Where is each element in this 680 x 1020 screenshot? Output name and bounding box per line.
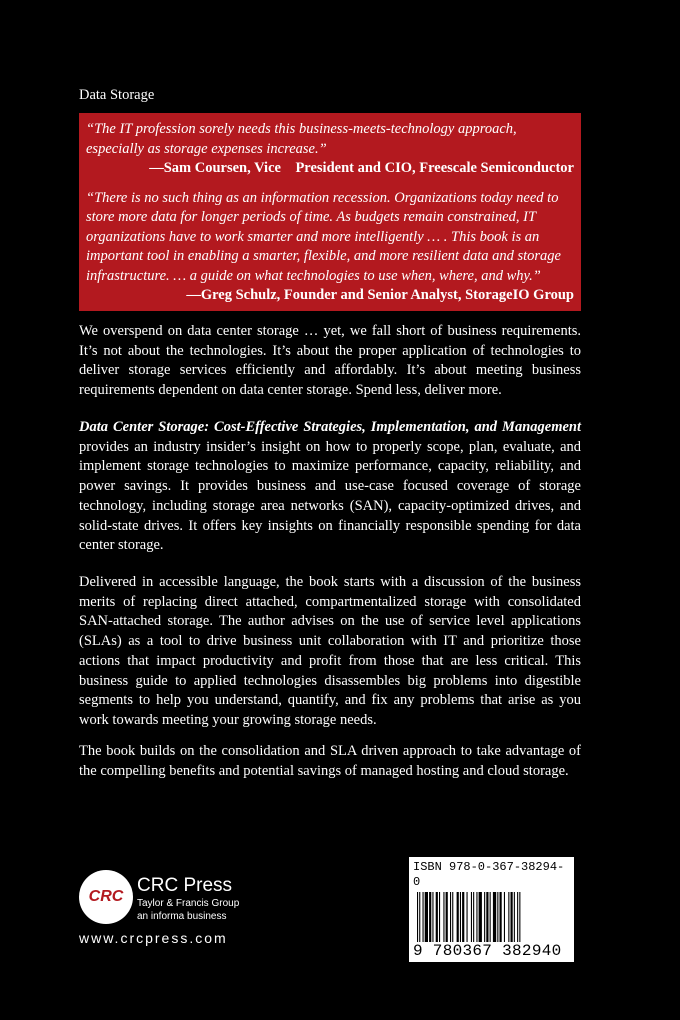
description-paragraph-2 [79, 418, 581, 556]
publisher-url: www.crcpress.com [79, 930, 228, 946]
endorsement-quote-2: “There is no such thing as an information recession. Organizations today need to store more data for longer periods of time. As budgets remain constrained, IT organizations have to work smarter and more intelligently … . This book is an important tool in enabling a smarter, flexible, and more resilient data and storage infrastructure. … a guide on what technologies to use when, where, and why.” [86, 189, 561, 284]
endorsement-quote-1: “The IT profession sorely needs this business-meets-technology approach, especially as storage expenses increase.” [86, 121, 517, 157]
book-title: Data Center Storage: Cost-Effective Strategies, Implementation, and Management [79, 419, 581, 435]
description-paragraph-2-rest: provides an industry insider’s insight on how to properly scope, plan, evaluate, and implement storage technologies to maximize performance, capacity, reliability, and power savings. It provides business and use-case focused coverage of storage technology, including storage area networks (SAN), capacity-optimized drives, and solid-state drives. It offers key insights on financially responsible spending for data center storage. [79, 438, 581, 554]
endorsement-attribution-1: —Sam Coursen, Vice President and CIO, Freescale Semiconductor [149, 160, 574, 176]
endorsement-attribution-2: —Greg Schulz, Founder and Senior Analyst, StorageIO Group [186, 287, 574, 303]
category-label: Data Storage [79, 87, 155, 103]
publisher-block [137, 875, 239, 923]
publisher-name: CRC Press [137, 875, 233, 896]
endorsement-box [79, 113, 581, 311]
publisher-tagline: an informa business [137, 911, 227, 922]
barcode [409, 857, 574, 962]
description-paragraph-1: We overspend on data center storage … yet, we fall short of business requirements. It’s not about the technologies. It’s about the proper application of technologies to deliver storage services efficiently and affordably. It’s about meeting business requirements dependent on data center storage. Spend less, deliver more. [79, 323, 581, 399]
description-paragraph-3: Delivered in accessible language, the book starts with a discussion of the business merits of replacing direct attached, compartmentalized storage with consolidated SAN-attached storage. The author advises on the use of service level applications (SLAs) as a tool to drive business unit collaboration with IT and prioritize those actions that impact productivity and profit from those that are less critical. This business guide to applied technologies disassembles big problems into digestible segments to help you understand, quantify, and fix any problems that arise as you work towards meeting your growing storage needs. [79, 574, 581, 728]
ean-digits: 9 780367 382940 [413, 942, 562, 960]
barcode-bars [413, 892, 570, 942]
description-paragraph-4: The book builds on the consolidation and SLA driven approach to take advantage of the compelling benefits and potential savings of managed hosting and cloud storage. [79, 743, 581, 779]
publisher-group: Taylor & Francis Group [137, 898, 240, 909]
isbn-label: ISBN 978-0-367-38294-0 [413, 860, 565, 889]
crc-logo: CRC [79, 870, 133, 924]
